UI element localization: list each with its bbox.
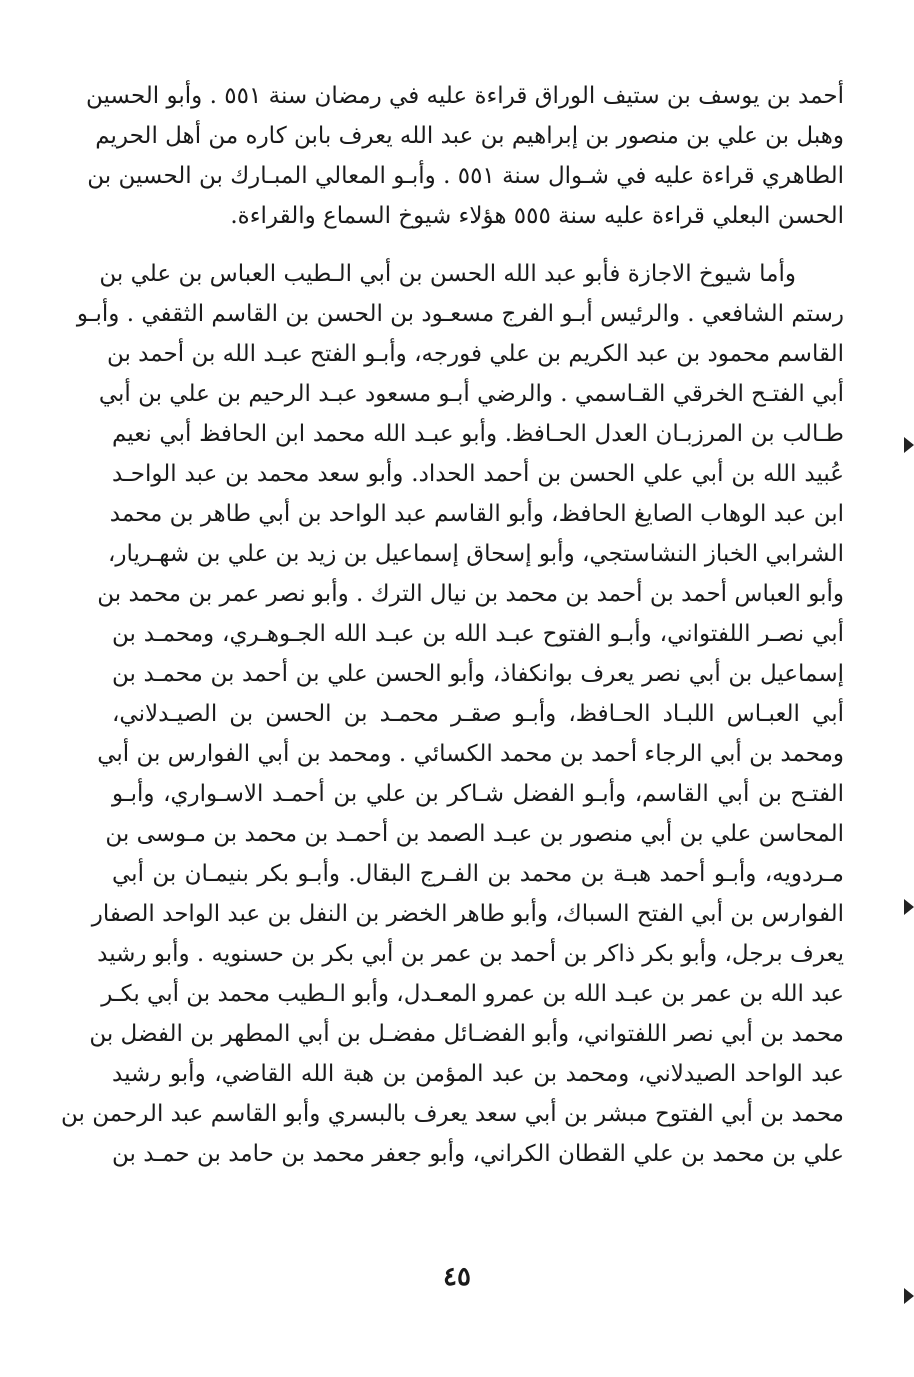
text-line: وأما شيوخ الاجازة فأبو عبد الله الحسن بن أبي الـطيب العباس بن علي بن [99,261,796,287]
text-line: أبي نصـر اللفتواني، وأبـو الفتوح عبـد الله بن عبـد الله الجـوهـري، ومحمـد بن [112,621,844,647]
text-line: إسماعيل بن أبي نصر يعرف بوانكفاذ، وأبو الحسن علي بن أحمد بن محمـد بن [112,661,844,687]
text-line: الشرابي الخباز النشاستجي، وأبو إسحاق إسماعيل بن زيد بن علي بن شهـريار، [107,541,844,567]
text-line: وهبل بن علي بن منصور بن إبراهيم بن عبد الله يعرف بابن كاره من أهل الحريم [95,123,844,149]
page-number: ٤٥ [443,1262,471,1292]
text-line: ومحمد بن أبي الرجاء أحمد بن محمد الكسائي . ومحمد بن أبي الفوارس بن أبي [97,741,844,767]
paragraph-continued [85,76,844,236]
text-line: محمد بن أبي الفتوح مبشر بن أبي سعد يعرف بالبسري وأبو القاسم عبد الرحمن بن [61,1101,844,1127]
text-line: رستم الشافعي . والرئيس أبـو الفرج مسعـود بن الحسن بن القاسم الثقفي . وأبـو [76,301,844,327]
text-line: الطاهري قراءة عليه في شـوال سنة ٥٥١ . وأبـو المعالي المبـارك بن الحسين بن [87,163,844,189]
text-line: المحاسن علي بن أبي منصور بن عبـد الصمد بن أحمـد بن محمد بن مـوسى بن [105,821,844,847]
text-line: ابن عبد الوهاب الصايغ الحافظ، وأبو القاسم عبد الواحد بن أبي طاهر بن محمد [109,501,844,527]
text-line: الفتـح بن أبي القاسم، وأبـو الفضل شـاكر بن علي بن أحمـد الاسـواري، وأبـو [112,781,844,807]
paragraph-ijaza-shaykhs [61,254,844,1174]
text-line: مـردويه، وأبـو أحمد هبـة بن محمد بن الفـرج البقال. وأبـو بكر بنيمـان بن أبي [112,861,844,887]
text-line: أحمد بن يوسف بن ستيف الوراق قراءة عليه في رمضان سنة ٥٥١ . وأبو الحسين [85,83,844,109]
text-line: وأبو العباس أحمد بن أحمد بن محمد بن نيال الترك . وأبو نصر عمر بن محمد بن [97,581,844,607]
text-line: عبد الله بن عمر بن عبـد الله بن عمرو المعـدل، وأبو الـطيب محمد بن أبي بكـر [101,981,844,1007]
text-line: عُبيد الله بن أبي علي الحسن بن أحمد الحداد. وأبو سعد محمد بن عبد الواحـد [112,461,844,487]
text-line: يعرف برجل، وأبو بكر ذاكر بن أحمد بن عمر بن أبي بكر بن حسنويه . وأبو رشيد [97,941,844,967]
text-line: أبي الفتـح الخرقي القـاسمي . والرضي أبـو مسعود عبـد الرحيم بن علي بن أبي [98,381,844,407]
text-line: القاسم محمود بن عبد الكريم بن علي فورجه، وأبـو الفتح عبـد الله بن أحمد بن [106,341,844,367]
text-line: طـالب بن المرزبـان العدل الحـافظ. وأبو عبـد الله محمد ابن الحافظ أبي نعيم [112,421,844,447]
margin-arrow-icon [904,899,914,915]
margin-arrow-icon [904,1288,914,1304]
text-line: أبي العبـاس اللبـاد الحـافظ، وأبـو صقـر محمـد بن الحسن بن الصيـدلاني، [112,701,844,727]
text-line: الفوارس بن أبي الفتح السباك، وأبو طاهر الخضر بن النفل بن عبد الواحد الصفار [91,901,844,927]
text-line: محمد بن أبي نصر اللفتواني، وأبو الفضـائل مفضـل بن أبي المطهر بن الفضل بن [89,1021,844,1047]
text-line: عبد الواحد الصيدلاني، ومحمد بن عبد المؤمن بن هبة الله القاضي، وأبو رشيد [112,1061,844,1087]
text-line: الحسن البعلي قراءة عليه سنة ٥٥٥ هؤلاء شيوخ السماع والقراءة. [230,203,844,229]
margin-arrow-icon [904,437,914,453]
text-line: علي بن محمد بن علي القطان الكراني، وأبو جعفر محمد بن حامد بن حمـد بن [112,1141,844,1167]
